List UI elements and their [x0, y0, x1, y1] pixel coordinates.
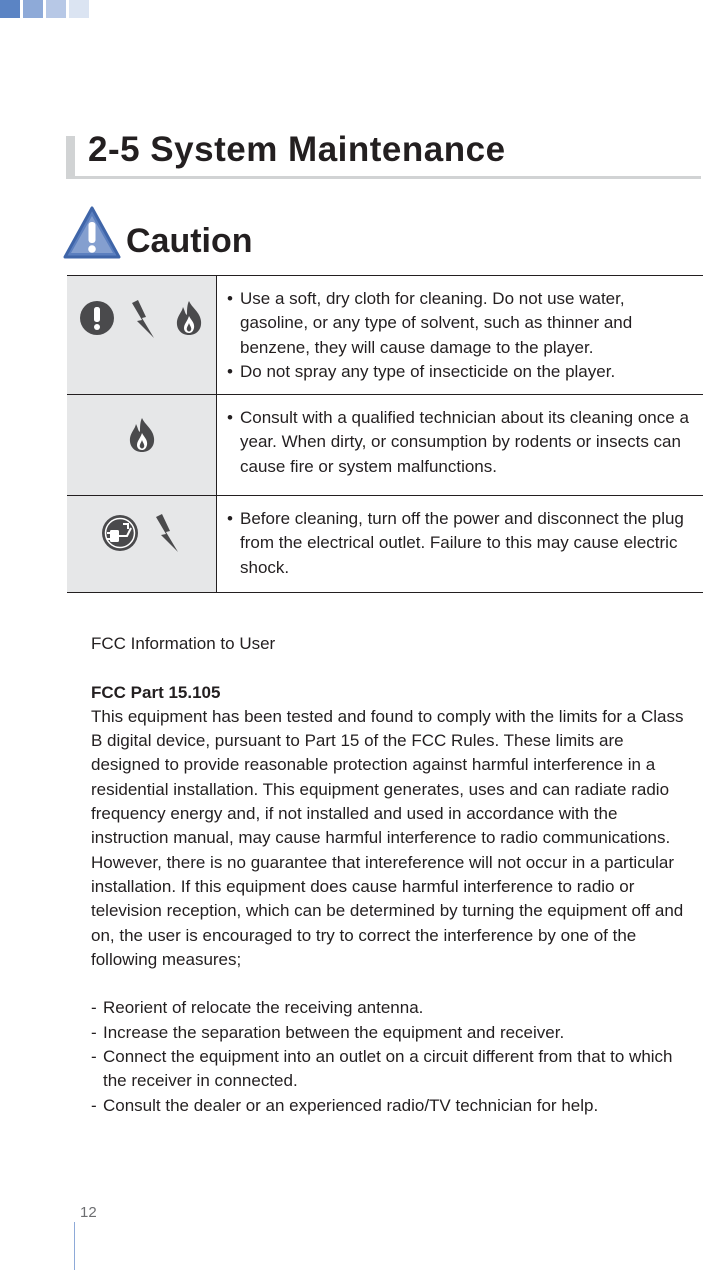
caution-row — [67, 276, 703, 395]
caution-bullet: • Do not spray any type of insecticide on the player. — [227, 360, 697, 384]
unplug-icon — [101, 514, 139, 552]
caution-icons — [67, 496, 217, 592]
caution-bullet: • Use a soft, dry cloth for cleaning. Do not use water, gasoline, or any type of solvent, such as thinner and benzene, they will cause damage to the player. — [227, 287, 697, 360]
fcc-body: This equipment has been tested and found to comply with the limits for a Class B digital device, pursuant to Part 15 of the FCC Rules. These limits are designed to provide reasonable protection against harmful interference in a residential installation. This equipment generates, uses and can radiate radio frequency energy and, if not installed and used in accordance with the instruction manual, may cause harmful interference to radio communications. However, there is no guarantee that intereference will not occur in a particular installation. If this equipment does cause harmful interference to radio or television reception, which can be determined by turning the equipment off and on, the user is encouraged to try to correct the interference by one of the following measures; — [91, 706, 684, 969]
caution-label: Caution — [126, 222, 253, 260]
header-decoration-square — [0, 0, 20, 18]
caution-icons — [67, 276, 217, 394]
section-title-block — [66, 130, 701, 179]
fcc-measure: - Reorient of relocate the receiving antenna. — [91, 996, 691, 1020]
caution-icons — [67, 395, 217, 495]
caution-texts — [217, 276, 703, 394]
caution-bullet: • Before cleaning, turn off the power and disconnect the plug from the electrical outlet. Failure to this may cause electric shock. — [227, 507, 697, 580]
fcc-heading: FCC Information to User — [91, 634, 276, 653]
caution-table — [67, 275, 703, 593]
header-decoration-square — [46, 0, 66, 18]
section-title-bar — [66, 136, 75, 176]
fcc-part-heading: FCC Part 15.105 — [91, 682, 221, 702]
fcc-measure: - Consult the dealer or an experienced radio/TV technician for help. — [91, 1094, 691, 1118]
caution-bullet: • Consult with a qualified technician about its cleaning once a year. When dirty, or consumption by rodents or insects can cause fire or system malfunctions. — [227, 406, 697, 479]
header-decoration-square — [69, 0, 89, 18]
caution-texts — [217, 395, 703, 495]
exclamation-icon — [79, 300, 115, 336]
fire-icon — [126, 417, 158, 453]
section-title: 2-5 System Maintenance — [88, 130, 506, 169]
page-number: 12 — [80, 1204, 97, 1221]
caution-row — [67, 496, 703, 593]
caution-triangle-icon — [62, 205, 122, 261]
fcc-measure: - Increase the separation between the equipment and receiver. — [91, 1021, 691, 1045]
electric-shock-icon — [153, 514, 183, 554]
caution-texts — [217, 496, 703, 592]
fire-icon — [173, 300, 205, 336]
fcc-measure: - Connect the equipment into an outlet on a circuit different from that to which the receiver in connected. — [91, 1045, 691, 1094]
page-rule — [74, 1222, 75, 1270]
header-decoration-square — [23, 0, 43, 18]
fcc-section — [91, 632, 691, 1118]
electric-shock-icon — [129, 300, 159, 340]
caution-row — [67, 395, 703, 496]
